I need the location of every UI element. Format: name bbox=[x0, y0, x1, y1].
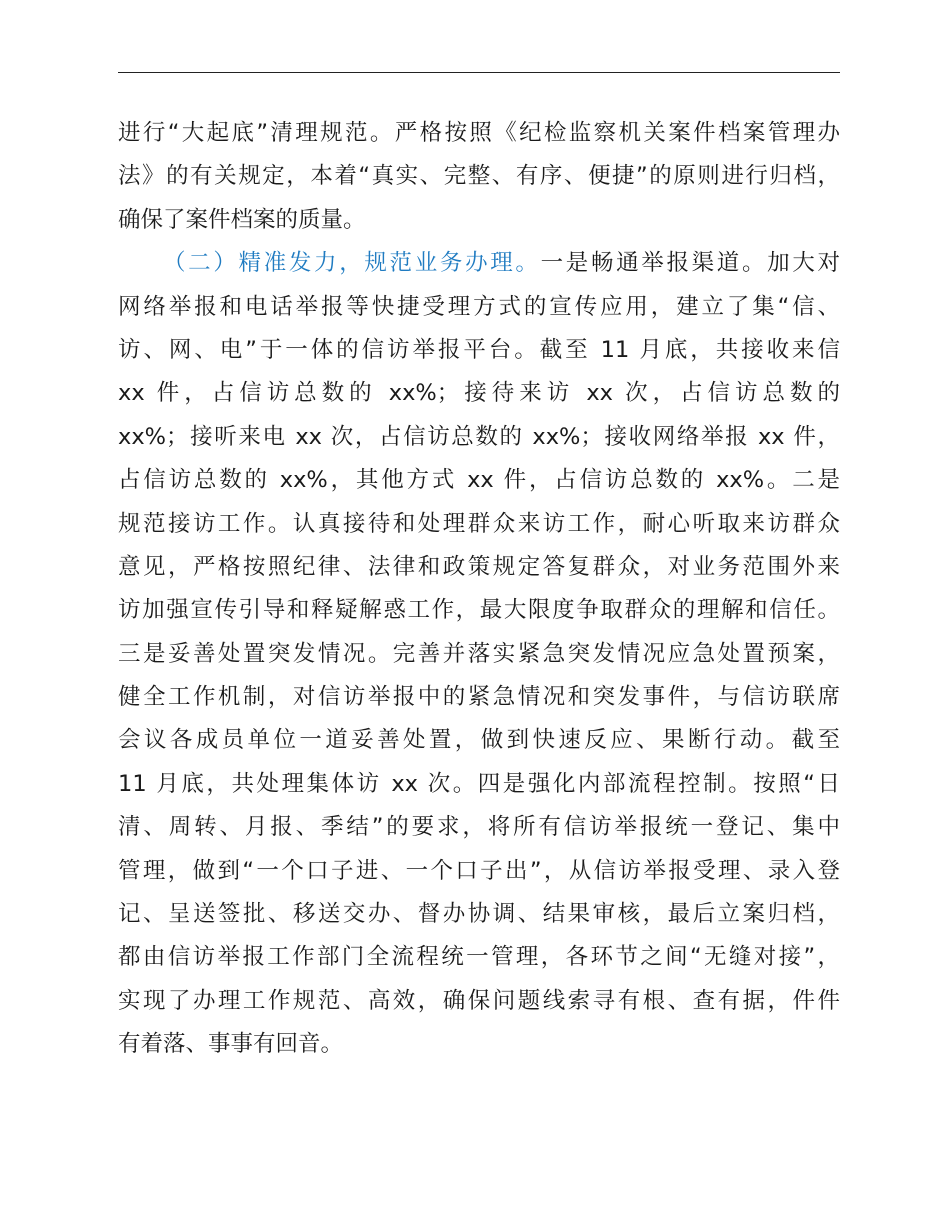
section-heading: （二）精准发力，规范业务办理。 bbox=[163, 250, 541, 277]
text-line: 记、呈送签批、移送交办、督办协调、结果审核，最后立案归档， bbox=[118, 901, 840, 928]
text-line: 规范接访工作。认真接待和处理群众来访工作，耐心听取来访群众 bbox=[118, 510, 840, 537]
text-line: xx 件，占信访总数的 xx%；接待来访 xx 次，占信访总数的 bbox=[118, 380, 840, 407]
first-line-text: 一是畅通举报渠道。加大对 bbox=[540, 250, 840, 277]
text-line: 管理，做到“一个口子进、一个口子出”，从信访举报受理、录入登 bbox=[118, 857, 840, 884]
header-rule bbox=[118, 72, 840, 73]
text-line: 健全工作机制，对信访举报中的紧急情况和突发事件，与信访联席 bbox=[118, 684, 840, 711]
text-line: 会议各成员单位一道妥善处置，做到快速反应、果断行动。截至 bbox=[118, 727, 840, 754]
text-line: 占信访总数的 xx%，其他方式 xx 件，占信访总数的 xx%。二是 bbox=[118, 467, 840, 494]
text-line: 11 月底，共处理集体访 xx 次。四是强化内部流程控制。按照“日 bbox=[118, 770, 840, 797]
text-line: 法》的有关规定，本着“真实、完整、有序、便捷”的原则进行归档， bbox=[118, 163, 840, 190]
first-line bbox=[118, 242, 840, 285]
paragraph-business-handling bbox=[118, 242, 840, 1066]
text-line: 进行“大起底”清理规范。严格按照《纪检监察机关案件档案管理办 bbox=[118, 120, 840, 146]
text-line: 意见，严格按照纪律、法律和政策规定答复群众，对业务范围外来 bbox=[118, 553, 840, 580]
paragraph-archives bbox=[118, 112, 840, 242]
text-line: 有着落、事事有回音。 bbox=[118, 1031, 344, 1058]
text-line: 网络举报和电话举报等快捷受理方式的宣传应用，建立了集“信、 bbox=[118, 293, 840, 320]
text-line: 清、周转、月报、季结”的要求，将所有信访举报统一登记、集中 bbox=[118, 814, 840, 841]
document-body bbox=[118, 112, 840, 1067]
text-line: 三是妥善处置突发情况。完善并落实紧急突发情况应急处置预案， bbox=[118, 640, 840, 667]
text-line: 访加强宣传引导和释疑解惑工作，最大限度争取群众的理解和信任。 bbox=[118, 597, 840, 624]
text-line: xx%；接听来电 xx 次，占信访总数的 xx%；接收网络举报 xx 件， bbox=[118, 423, 840, 450]
text-line: 访、网、电”于一体的信访举报平台。截至 11 月底，共接收来信 bbox=[118, 336, 840, 363]
text-line: 确保了案件档案的质量。 bbox=[118, 206, 366, 233]
text-line: 实现了办理工作规范、高效，确保问题线索寻有根、查有据，件件 bbox=[118, 987, 840, 1014]
text-line: 都由信访举报工作部门全流程统一管理，各环节之间“无缝对接”， bbox=[118, 944, 840, 971]
